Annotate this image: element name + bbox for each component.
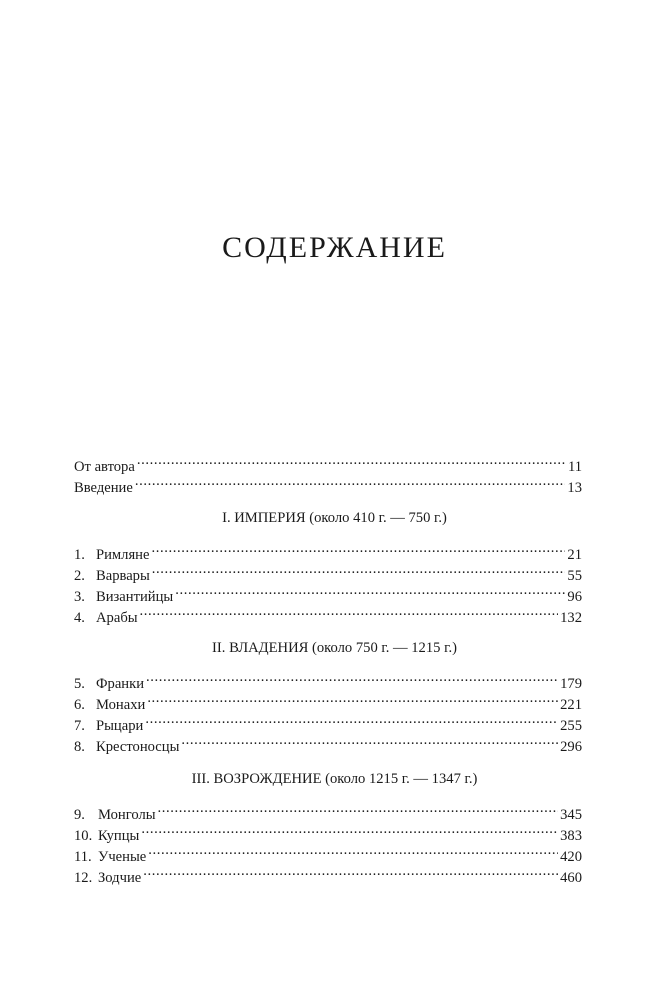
- toc-entry-label: Ученые: [98, 849, 147, 865]
- dot-leader: [152, 559, 566, 580]
- toc-entry-page: 11: [567, 459, 582, 475]
- dot-leader: [151, 538, 565, 559]
- dot-leader: [137, 450, 566, 471]
- toc-entry-label: Купцы: [98, 828, 140, 844]
- toc-entry[interactable]: [74, 730, 582, 755]
- toc-entry-label: Крестоносцы: [96, 739, 180, 755]
- toc-entry-label: От автора: [74, 459, 135, 475]
- toc-entry-label: Зодчие: [98, 870, 142, 886]
- dot-leader: [145, 709, 558, 730]
- toc-entry[interactable]: [74, 450, 582, 475]
- chapter-list: [74, 667, 582, 755]
- part-heading: I. ИМПЕРИЯ (около 410 г. — 750 г.): [222, 510, 447, 526]
- chapter-number: 2.: [74, 568, 85, 584]
- toc-entry[interactable]: [74, 601, 582, 626]
- dot-leader: [143, 861, 558, 882]
- dot-leader: [146, 667, 558, 688]
- toc-entry[interactable]: [74, 798, 582, 823]
- toc-entry-page: 255: [560, 718, 582, 734]
- toc-entry-page: 345: [560, 807, 582, 823]
- chapter-number: 11.: [74, 849, 92, 865]
- toc-entry-page: 221: [560, 697, 582, 713]
- chapter-number: 6.: [74, 697, 85, 713]
- dot-leader: [148, 840, 558, 861]
- chapter-list: [74, 538, 582, 626]
- page-title: СОДЕРЖАНИЕ: [222, 231, 447, 264]
- toc-entry[interactable]: [74, 709, 582, 734]
- dot-leader: [141, 819, 558, 840]
- dot-leader: [158, 798, 559, 819]
- toc-entry-label: Франки: [96, 676, 145, 692]
- toc-entry[interactable]: [74, 819, 582, 844]
- toc-entry-page: 296: [560, 739, 582, 755]
- toc-entry-page: 55: [567, 568, 582, 584]
- toc-entry-page: 460: [560, 870, 582, 886]
- toc-entry-page: 21: [567, 547, 582, 563]
- part-heading: III. ВОЗРОЖДЕНИЕ (около 1215 г. — 1347 г.): [191, 771, 478, 787]
- dot-leader: [175, 580, 565, 601]
- toc-entry-label: Арабы: [96, 610, 138, 626]
- toc-entry-page: 383: [560, 828, 582, 844]
- front-matter-list: [74, 450, 582, 496]
- toc-entry-page: 420: [560, 849, 582, 865]
- dot-leader: [140, 601, 559, 622]
- chapter-number: 12.: [74, 870, 93, 886]
- toc-entry-label: Византийцы: [96, 589, 174, 605]
- chapter-number: 8.: [74, 739, 85, 755]
- toc-entry-label: Варвары: [96, 568, 150, 584]
- dot-leader: [147, 688, 558, 709]
- toc-entry[interactable]: [74, 861, 582, 886]
- dot-leader: [181, 730, 558, 751]
- toc-entry-page: 96: [567, 589, 582, 605]
- toc-entry-label: Римляне: [96, 547, 150, 563]
- toc-entry[interactable]: [74, 688, 582, 713]
- toc-entry-label: Монахи: [96, 697, 146, 713]
- toc-entry[interactable]: [74, 840, 582, 865]
- toc-entry[interactable]: [74, 471, 582, 496]
- toc-entry-page: 13: [567, 480, 582, 496]
- toc-entry-label: Рыцари: [96, 718, 144, 734]
- dot-leader: [135, 471, 566, 492]
- toc-entry-label: Введение: [74, 480, 133, 496]
- chapter-number: 5.: [74, 676, 85, 692]
- toc-entry[interactable]: [74, 538, 582, 563]
- toc-entry[interactable]: [74, 667, 582, 692]
- chapter-number: 4.: [74, 610, 85, 626]
- chapter-number: 10.: [74, 828, 93, 844]
- chapter-number: 7.: [74, 718, 85, 734]
- chapter-number: 1.: [74, 547, 85, 563]
- toc-entry-label: Монголы: [98, 807, 156, 823]
- chapter-number: 3.: [74, 589, 85, 605]
- chapter-list: [74, 798, 582, 886]
- part-heading: II. ВЛАДЕНИЯ (около 750 г. — 1215 г.): [212, 640, 457, 656]
- chapter-number: 9.: [74, 807, 85, 823]
- toc-entry-page: 179: [560, 676, 582, 692]
- toc-entry-page: 132: [560, 610, 582, 626]
